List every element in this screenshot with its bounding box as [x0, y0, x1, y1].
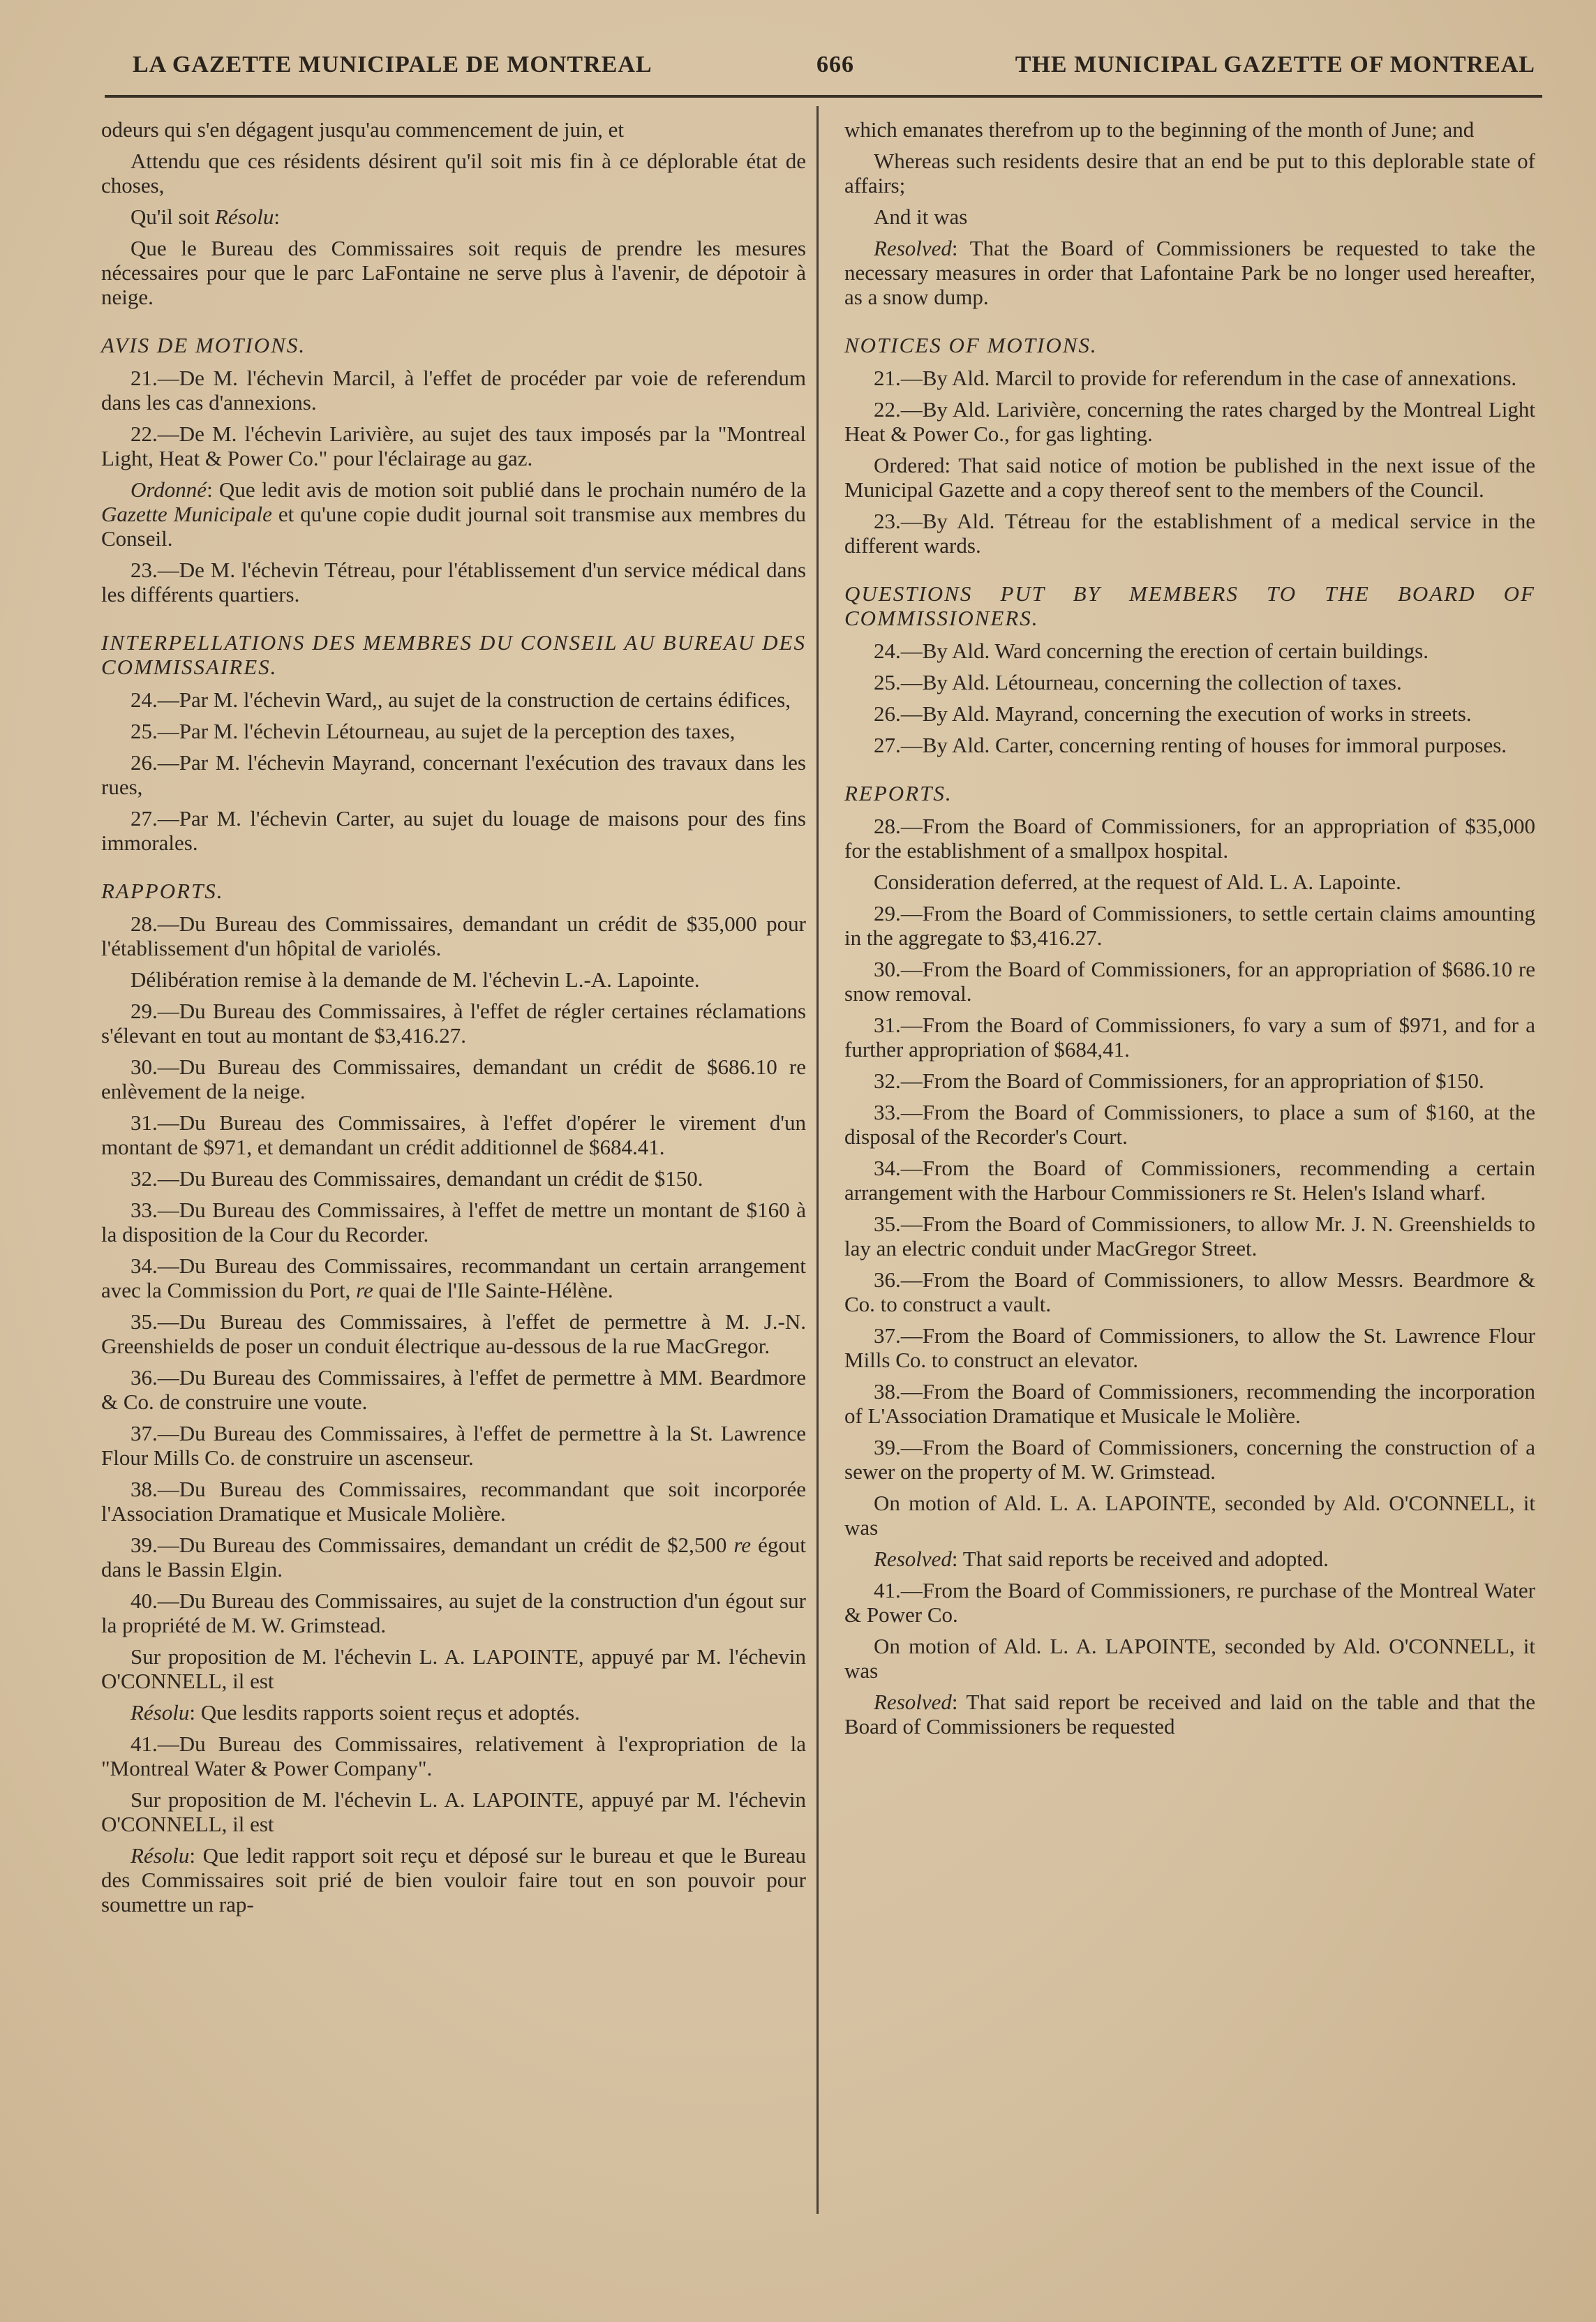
- section-heading: NOTICES OF MOTIONS.: [844, 333, 1098, 357]
- paragraph: Que le Bureau des Commissaires soit requis de prendre les mesures nécessaires pour que le parc LaFontaine ne serve plus à l'avenir, de dépotoir à neige.: [101, 236, 806, 309]
- english-column: [844, 117, 1535, 1746]
- question-item: 25.—By Ald. Létourneau, concerning the collection of taxes.: [874, 670, 1402, 694]
- page-header: [133, 46, 1535, 88]
- report-item: 29.—Du Bureau des Commissaires, à l'effet de régler certaines réclamations s'élevant en tout au montant de $3,416.27.: [101, 999, 806, 1048]
- french-masthead: LA GAZETTE MUNICIPALE DE MONTREAL: [133, 52, 652, 77]
- report-item: 35.—Du Bureau des Commissaires, à l'effet de permettre à M. J.-N. Greenshields de poser un conduit électrique au-dessous de la rue MacGregor.: [101, 1309, 806, 1358]
- paragraph: odeurs qui s'en dégagent jusqu'au commencement de juin, et: [101, 117, 624, 142]
- paragraph: Délibération remise à la demande de M. l'échevin L.-A. Lapointe.: [130, 967, 700, 992]
- paragraph: Qu'il soit Résolu:: [130, 204, 280, 229]
- paragraph: Resolved: That the Board of Commissioners be requested to take the necessary measures in order that Lafontaine Park be no longer used hereafter, as a snow dump.: [844, 236, 1535, 309]
- question-item: 27.—By Ald. Carter, concerning renting of houses for immoral purposes.: [874, 733, 1507, 757]
- report-item: 32.—Du Bureau des Commissaires, demandant un crédit de $150.: [130, 1166, 703, 1191]
- report-item: 28.—Du Bureau des Commissaires, demandant un crédit de $35,000 pour l'établissement d'un hôpital de variolés.: [101, 911, 806, 960]
- paragraph: Ordered: That said notice of motion be published in the next issue of the Municipal Gazette and a copy thereof sent to the members of the Council.: [844, 453, 1535, 502]
- report-item: 39.—From the Board of Commissioners, concerning the construction of a sewer on the property of M. W. Grimstead.: [844, 1435, 1535, 1484]
- report-item: 31.—Du Bureau des Commissaires, à l'effet d'opérer le virement d'un montant de $971, et demandant un crédit additionnel de $684.41.: [101, 1110, 806, 1159]
- question-item: 24.—By Ald. Ward concerning the erection of certain buildings.: [874, 639, 1429, 663]
- report-item: 29.—From the Board of Commissioners, to settle certain claims amounting in the aggregate to $3,416.27.: [844, 901, 1535, 950]
- question-item: 26.—By Ald. Mayrand, concerning the execution of works in streets.: [874, 701, 1472, 726]
- section-heading: QUESTIONS PUT BY MEMBERS TO THE BOARD OF COMMISSIONERS.: [844, 581, 1535, 630]
- motion-item: 22.—De M. l'échevin Larivière, au sujet des taux imposés par la "Montreal Light, Heat & Power Co." pour l'éclairage au gaz.: [101, 422, 806, 470]
- paragraph: Sur proposition de M. l'échevin L. A. LAPOINTE, appuyé par M. l'échevin O'CONNELL, il est: [101, 1787, 806, 1836]
- paragraph: Whereas such residents desire that an end be put to this deplorable state of affairs;: [844, 149, 1535, 198]
- question-item: 25.—Par M. l'échevin Létourneau, au sujet de la perception des taxes,: [130, 719, 736, 743]
- report-item: 35.—From the Board of Commissioners, to allow Mr. J. N. Greenshields to lay an electric conduit under MacGregor Street.: [844, 1212, 1535, 1260]
- page-number: 666: [816, 52, 854, 77]
- french-column: [101, 117, 806, 1923]
- motion-item: 21.—By Ald. Marcil to provide for referendum in the case of annexations.: [874, 366, 1517, 390]
- report-item: 33.—Du Bureau des Commissaires, à l'effet de mettre un montant de $160 à la disposition de la Cour du Recorder.: [101, 1198, 806, 1246]
- report-item: 30.—Du Bureau des Commissaires, demandant un crédit de $686.10 re enlèvement de la neige.: [101, 1055, 806, 1103]
- report-item: 37.—Du Bureau des Commissaires, à l'effet de permettre à la St. Lawrence Flour Mills Co. de construire un ascenseur.: [101, 1421, 806, 1470]
- report-item: 38.—Du Bureau des Commissaires, recommandant que soit incorporée l'Association Dramatique et Musicale Molière.: [101, 1477, 806, 1526]
- motion-item: 22.—By Ald. Larivière, concerning the rates charged by the Montreal Light Heat & Power Co., for gas lighting.: [844, 397, 1535, 446]
- report-item: 41.—From the Board of Commissioners, re purchase of the Montreal Water & Power Co.: [844, 1578, 1535, 1627]
- report-item: 32.—From the Board of Commissioners, for an appropriation of $150.: [874, 1069, 1484, 1093]
- section-heading: REPORTS.: [844, 781, 953, 805]
- report-item: 36.—From the Board of Commissioners, to allow Messrs. Beardmore & Co. to construct a vault.: [844, 1267, 1535, 1316]
- report-item: 38.—From the Board of Commissioners, recommending the incorporation of L'Association Dramatique et Musicale le Molière.: [844, 1379, 1535, 1428]
- report-item: 36.—Du Bureau des Commissaires, à l'effet de permettre à MM. Beardmore & Co. de construire une voute.: [101, 1365, 806, 1414]
- paragraph: Consideration deferred, at the request of Ald. L. A. Lapointe.: [874, 870, 1401, 894]
- report-item: 33.—From the Board of Commissioners, to place a sum of $160, at the disposal of the Recorder's Court.: [844, 1100, 1535, 1149]
- report-item: 41.—Du Bureau des Commissaires, relativement à l'expropriation de la "Montreal Water & Power Company".: [101, 1732, 806, 1780]
- motion-item: 23.—De M. l'échevin Tétreau, pour l'établissement d'un service médical dans les différents quartiers.: [101, 558, 806, 606]
- paragraph: which emanates therefrom up to the beginning of the month of June; and: [844, 117, 1475, 142]
- paragraph: Résolu: Que lesdits rapports soient reçus et adoptés.: [130, 1700, 580, 1725]
- section-heading: RAPPORTS.: [101, 879, 224, 903]
- report-item: 40.—Du Bureau des Commissaires, au sujet de la construction d'un égout sur la propriété de M. W. Grimstead.: [101, 1588, 806, 1637]
- paragraph: Résolu: Que ledit rapport soit reçu et déposé sur le bureau et que le Bureau des Commissaires soit prié de bien vouloir faire tout en son pouvoir pour soumettre un rap-: [101, 1843, 806, 1917]
- question-item: 24.—Par M. l'échevin Ward,, au sujet de la construction de certains édifices,: [130, 687, 791, 712]
- paragraph: Attendu que ces résidents désirent qu'il soit mis fin à ce déplorable état de choses,: [101, 149, 806, 198]
- report-item: 30.—From the Board of Commissioners, for an appropriation of $686.10 re snow removal.: [844, 957, 1535, 1006]
- report-item: 34.—From the Board of Commissioners, recommending a certain arrangement with the Harbour Commissioners re St. Helen's Island wharf.: [844, 1156, 1535, 1205]
- column-divider: [816, 106, 819, 2214]
- section-heading: INTERPELLATIONS DES MEMBRES DU CONSEIL AU BUREAU DES COMMISSAIRES.: [101, 630, 806, 679]
- english-masthead: THE MUNICIPAL GAZETTE OF MONTREAL: [1015, 52, 1535, 77]
- report-item: 34.—Du Bureau des Commissaires, recommandant un certain arrangement avec la Commission du Port, re quai de l'Ile Sainte-Hélène.: [101, 1253, 806, 1302]
- paragraph: Resolved: That said reports be received and adopted.: [874, 1547, 1329, 1571]
- paragraph: Resolved: That said report be received and laid on the table and that the Board of Commissioners be requested: [844, 1690, 1535, 1739]
- question-item: 26.—Par M. l'échevin Mayrand, concernant l'exécution des travaux dans les rues,: [101, 750, 806, 799]
- section-heading: AVIS DE MOTIONS.: [101, 333, 306, 357]
- report-item: 39.—Du Bureau des Commissaires, demandant un crédit de $2,500 re égout dans le Bassin Elgin.: [101, 1533, 806, 1582]
- paragraph: On motion of Ald. L. A. LAPOINTE, seconded by Ald. O'CONNELL, it was: [844, 1491, 1535, 1540]
- motion-item: 21.—De M. l'échevin Marcil, à l'effet de procéder par voie de referendum dans les cas d'annexions.: [101, 366, 806, 415]
- header-rule: [105, 95, 1542, 98]
- paragraph: Ordonné: Que ledit avis de motion soit publié dans le prochain numéro de la Gazette Municipale et qu'une copie dudit journal soit transmise aux membres du Conseil.: [101, 477, 806, 551]
- paragraph: On motion of Ald. L. A. LAPOINTE, seconded by Ald. O'CONNELL, it was: [844, 1634, 1535, 1683]
- motion-item: 23.—By Ald. Tétreau for the establishment of a medical service in the different wards.: [844, 509, 1535, 558]
- report-item: 37.—From the Board of Commissioners, to allow the St. Lawrence Flour Mills Co. to construct an elevator.: [844, 1323, 1535, 1372]
- question-item: 27.—Par M. l'échevin Carter, au sujet du louage de maisons pour des fins immorales.: [101, 806, 806, 855]
- paragraph: Sur proposition de M. l'échevin L. A. LAPOINTE, appuyé par M. l'échevin O'CONNELL, il est: [101, 1644, 806, 1693]
- report-item: 28.—From the Board of Commissioners, for an appropriation of $35,000 for the establishment of a smallpox hospital.: [844, 814, 1535, 863]
- paragraph: And it was: [874, 204, 968, 229]
- report-item: 31.—From the Board of Commissioners, fo vary a sum of $971, and for a further appropriation of $684,41.: [844, 1013, 1535, 1062]
